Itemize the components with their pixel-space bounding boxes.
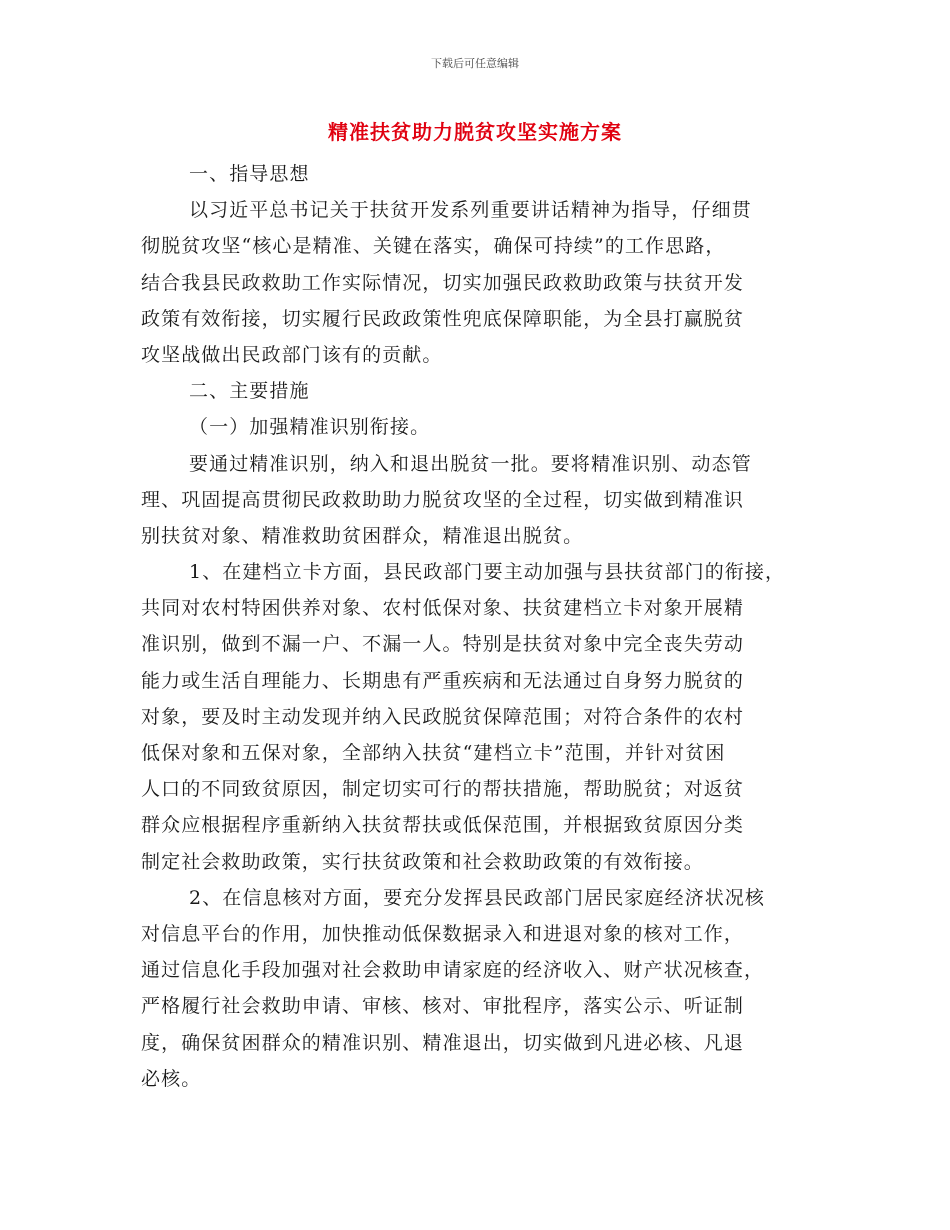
body-line: 对信息平台的作用，加快推动低保数据录入和进退对象的核对工作， (141, 922, 745, 945)
body-line: 准识别，做到不漏一户、不漏一人。特别是扶贫对象中完全丧失劳动 (141, 633, 745, 656)
body-line: 通过信息化手段加强对社会救助申请家庭的经济收入、财产状况核查， (141, 959, 765, 982)
body-line: 共同对农村特困供养对象、农村低保对象、扶贫建档立卡对象开展精 (141, 597, 745, 620)
body-line: 攻坚战做出民政部门该有的贡献。 (141, 343, 443, 366)
body-line: 对象，要及时主动发现并纳入民政脱贫保障范围；对符合条件的农村 (141, 705, 745, 728)
body-line: 1、在建档立卡方面，县民政部门要主动加强与县扶贫部门的衔接， (189, 561, 786, 584)
body-line: 人口的不同致贫原因，制定切实可行的帮扶措施，帮助脱贫；对返贫 (141, 778, 745, 801)
body-line: 二、主要措施 (189, 380, 310, 403)
body-line: 严格履行社会救助申请、审核、核对、审批程序，落实公示、听证制 (141, 995, 745, 1018)
body-line: （一）加强精准识别衔接。 (189, 416, 431, 439)
document-title: 精准扶贫助力脱贫攻坚实施方案 (328, 120, 622, 144)
page-header: 下载后可任意编辑 (431, 57, 519, 70)
body-line: 制定社会救助政策，实行扶贫政策和社会救助政策的有效衔接。 (141, 850, 704, 873)
body-line: 能力或生活自理能力、长期患有严重疾病和无法通过自身努力脱贫的 (141, 669, 745, 692)
body-line: 一、指导思想 (189, 163, 310, 185)
body-line: 群众应根据程序重新纳入扶贫帮扶或低保范围，并根据致贫原因分类 (141, 814, 745, 837)
body-line: 要通过精准识别，纳入和退出脱贫一批。要将精准识别、动态管 (189, 452, 752, 475)
body-line: 别扶贫对象、精准救助贫困群众，精准退出脱贫。 (141, 524, 584, 547)
body-line: 彻脱贫攻坚“核心是精准、关键在落实，确保可持续”的工作思路， (141, 235, 726, 258)
body-line: 结合我县民政救助工作实际情况，切实加强民政救助政策与扶贫开发 (141, 271, 745, 294)
body-line: 必核。 (141, 1067, 202, 1090)
body-line: 政策有效衔接，切实履行民政政策性兜底保障职能，为全县打赢脱贫 (141, 307, 745, 330)
body-line: 低保对象和五保对象，全部纳入扶贫“建档立卡”范围，并针对贫困 (141, 742, 726, 764)
body-line: 以习近平总书记关于扶贫开发系列重要讲话精神为指导，仔细贯 (189, 199, 752, 222)
body-line: 度，确保贫困群众的精准识别、精准退出，切实做到凡进必核、凡退 (141, 1031, 745, 1054)
document-body (141, 156, 811, 1097)
body-line: 理、巩固提高贯彻民政救助助力脱贫攻坚的全过程，切实做到精准识 (141, 488, 745, 511)
body-line: 2、在信息核对方面，要充分发挥县民政部门居民家庭经济状况核 (189, 886, 765, 909)
